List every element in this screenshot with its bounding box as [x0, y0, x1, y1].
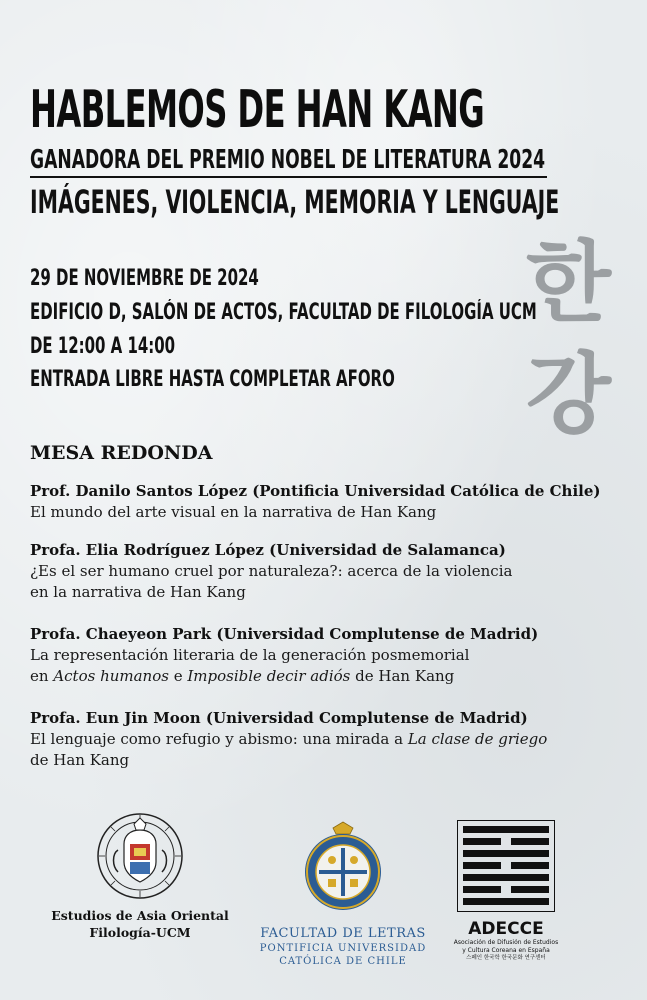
panel-heading: MESA REDONDA	[30, 442, 213, 464]
talk-title	[30, 729, 620, 750]
themes-heading: IMÁGENES, VIOLENCIA, MEMORIA Y LENGUAJE	[30, 183, 560, 221]
puc-caption-line2: PONTIFICIA UNIVERSIDAD	[259, 943, 427, 954]
adecce-desc-line2: y Cultura Coreana en España	[462, 946, 550, 954]
adecce-trigram-icon	[457, 820, 555, 912]
speaker-name: Profa. Eun Jin Moon (Universidad Complutense de Madrid)	[30, 709, 528, 727]
ucm-logo	[40, 810, 240, 941]
talk-text: de Han Kang	[350, 667, 455, 685]
speaker-entry	[30, 624, 620, 687]
talk-title-continued	[30, 666, 620, 687]
speaker-name: Profa. Elia Rodríguez López (Universidad de Salamanca)	[30, 541, 506, 559]
puc-caption-line1: FACULTAD DE LETRAS	[260, 926, 426, 941]
talk-title: El mundo del arte visual en la narrativa de Han Kang	[30, 503, 437, 521]
page-title: HABLEMOS DE HAN KANG	[30, 80, 485, 140]
book-title: Actos humanos	[53, 667, 169, 685]
speaker-entry	[30, 540, 620, 603]
adecce-name: ADECCE	[468, 919, 544, 939]
talk-text: El lenguaje como refugio y abismo: una mirada a	[30, 730, 408, 748]
subtitle-underline	[30, 176, 547, 178]
book-title: Imposible decir adiós	[187, 667, 351, 685]
adecce-logo	[446, 820, 566, 962]
event-time: DE 12:00 A 14:00	[30, 334, 176, 359]
korean-han-glyph: 한	[525, 231, 611, 334]
speaker-entry	[30, 481, 620, 523]
korean-gang-glyph: 강	[525, 343, 611, 446]
talk-title-continued: de Han Kang	[30, 751, 130, 769]
ucm-seal-icon	[94, 810, 186, 902]
talk-text: e	[168, 667, 188, 685]
speaker-entry	[30, 708, 620, 771]
adecce-korean-name: 스페인 한국학 한국문화 연구센터	[466, 955, 546, 961]
event-place: EDIFICIO D, SALÓN DE ACTOS, FACULTAD DE FILOLOGÍA UCM	[30, 300, 537, 325]
book-title: La clase de griego	[407, 730, 548, 748]
speaker-name: Profa. Chaeyeon Park (Universidad Complutense de Madrid)	[30, 625, 539, 643]
event-date: 29 DE NOVIEMBRE DE 2024	[30, 266, 259, 291]
puc-caption-line3: CATÓLICA DE CHILE	[279, 956, 407, 967]
ucm-caption-line2: Filología-UCM	[89, 925, 191, 940]
event-entry: ENTRADA LIBRE HASTA COMPLETAR AFORO	[30, 367, 395, 392]
adecce-desc-line1: Asociación de Difusión de Estudios	[453, 939, 559, 946]
talk-title: La representación literaria de la generación posmemorial	[30, 646, 470, 664]
ucm-caption-line1: Estudios de Asia Oriental	[51, 908, 229, 923]
subtitle: GANADORA DEL PREMIO NOBEL DE LITERATURA 2024	[30, 145, 546, 175]
talk-title: ¿Es el ser humano cruel por naturaleza?: acerca de la violencia	[30, 562, 513, 580]
puc-logo	[248, 820, 438, 968]
talk-title-continued: en la narrativa de Han Kang	[30, 583, 246, 601]
puc-seal-icon	[298, 820, 388, 916]
speaker-name: Prof. Danilo Santos López (Pontificia Universidad Católica de Chile)	[30, 482, 601, 500]
talk-text: en	[30, 667, 54, 685]
